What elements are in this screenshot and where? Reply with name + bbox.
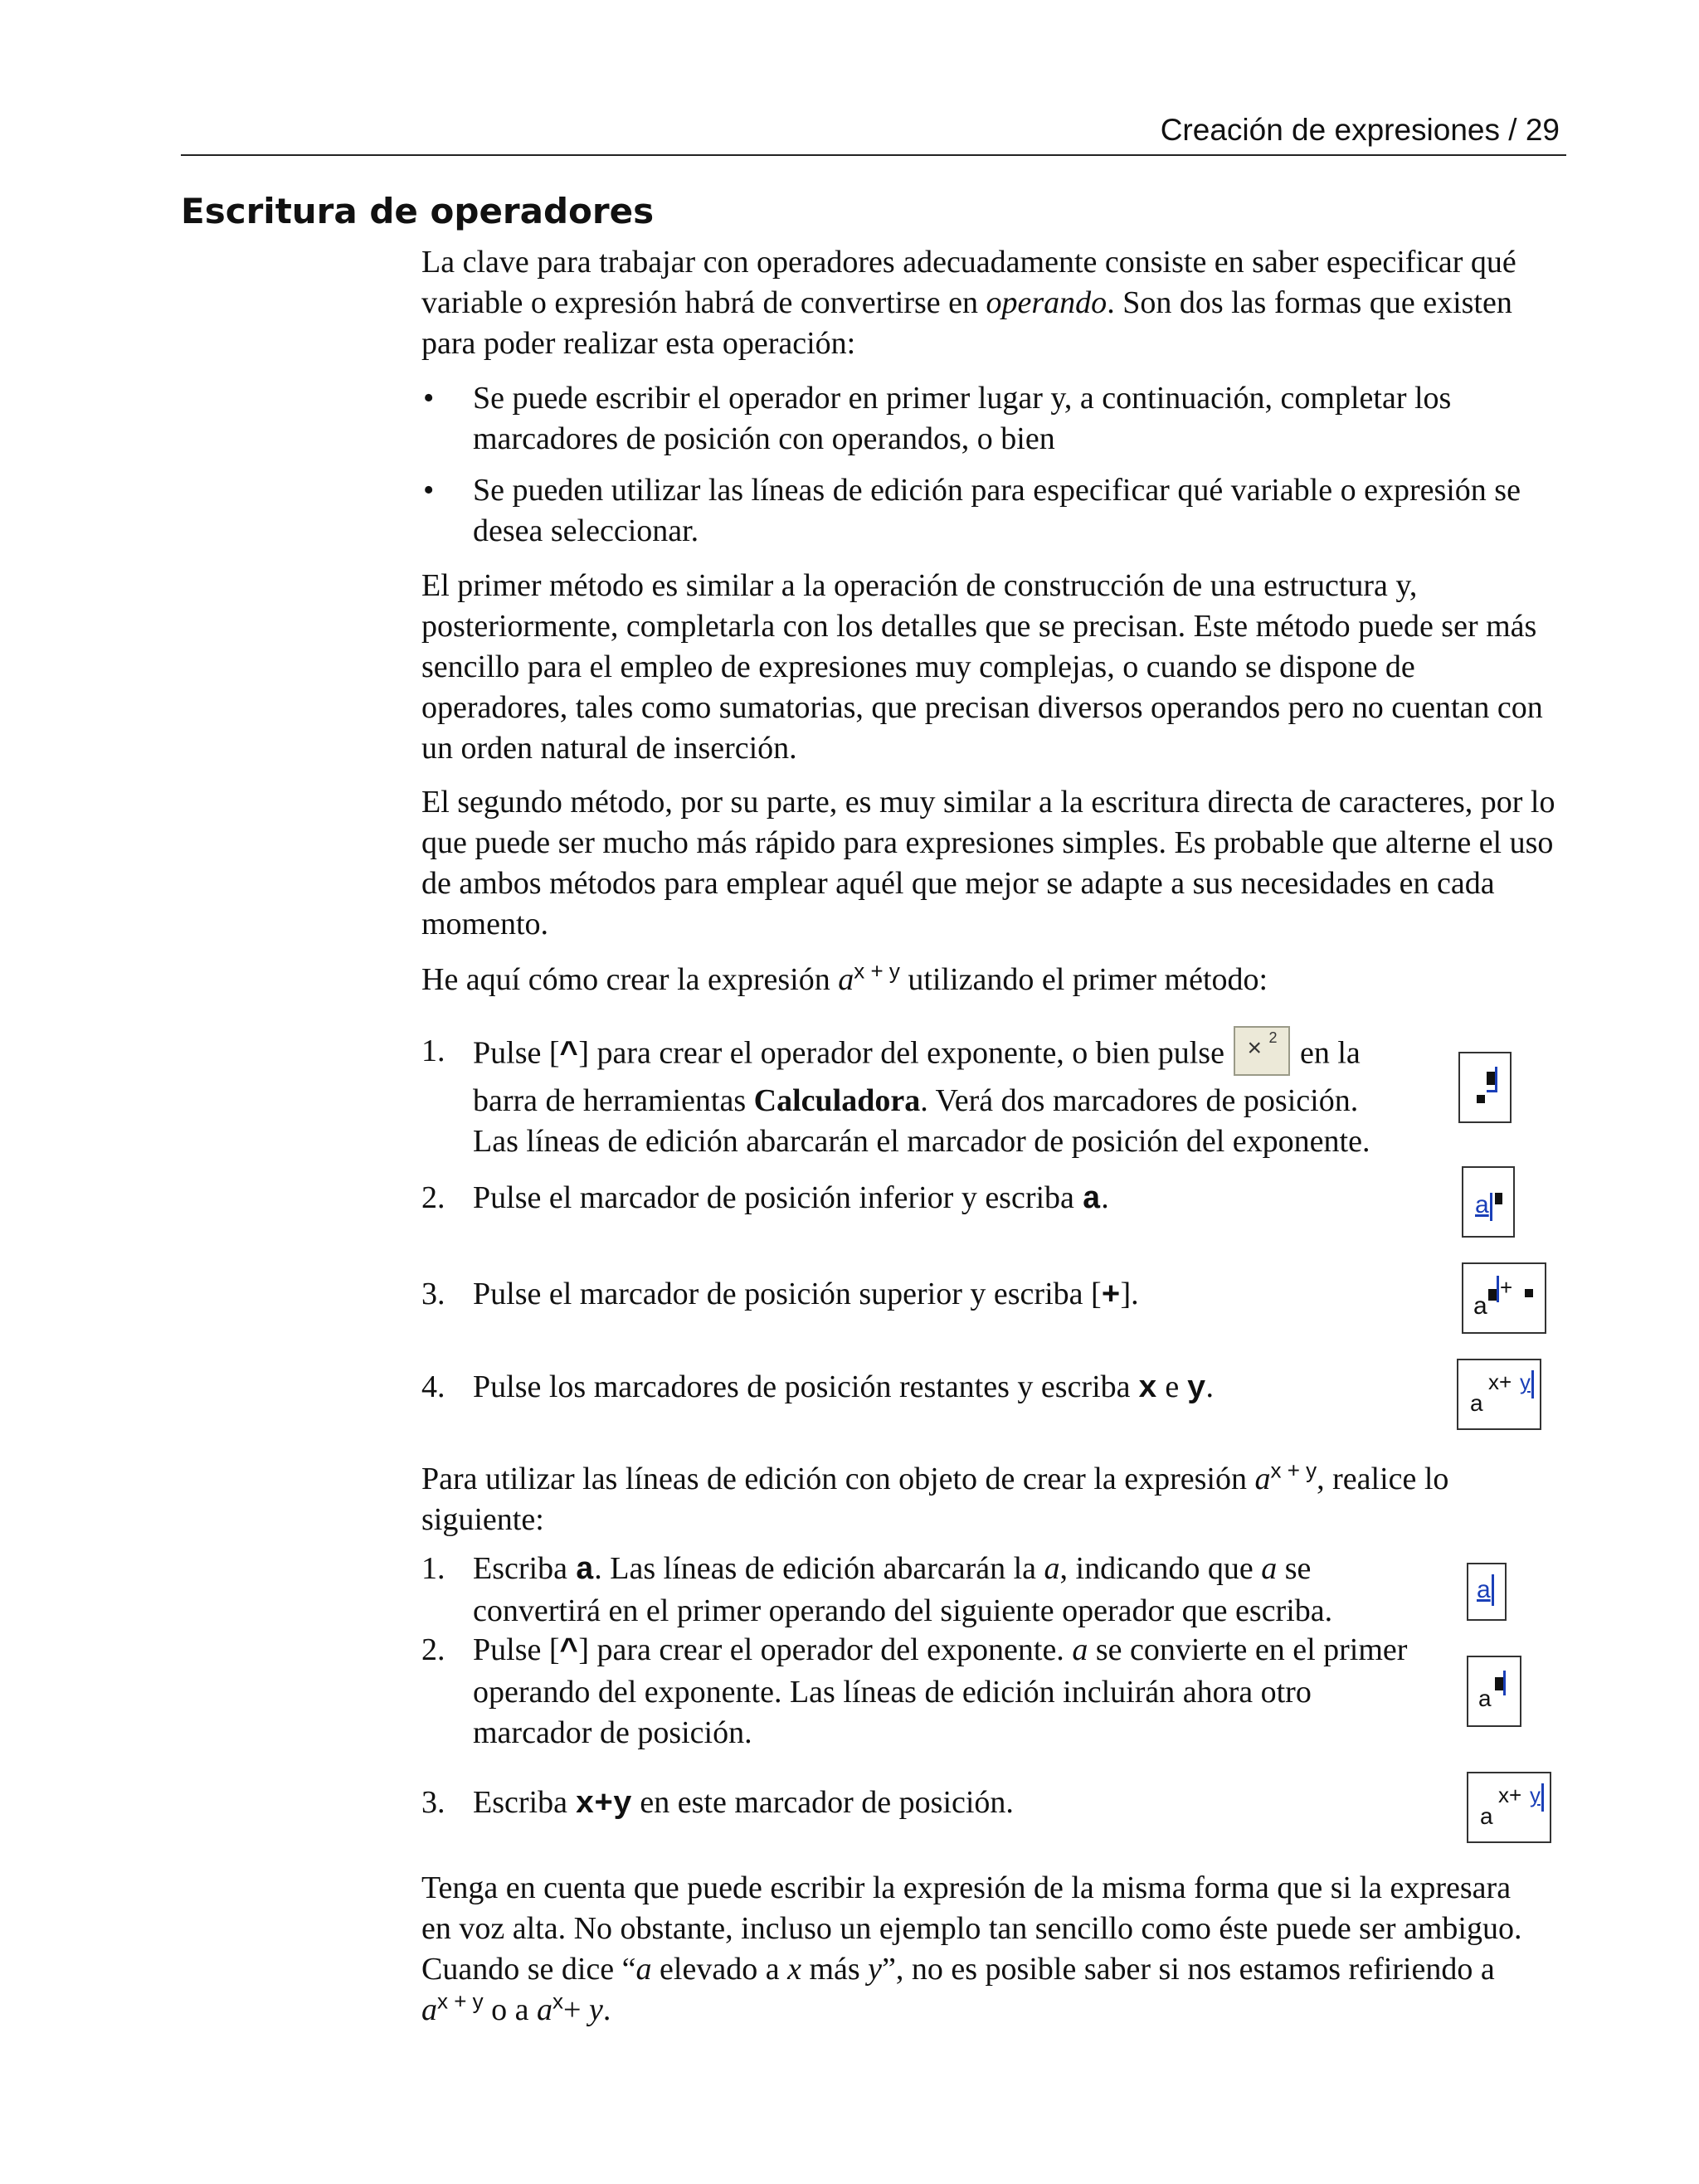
exponent-placeholders-icon [1458,1052,1512,1123]
superscript-x2-icon[interactable]: × 2 [1234,1026,1290,1076]
howto2-paragraph: Para utilizar las líneas de edición con objeto de crear la expresión $a^{x + y}$, realice lo siguiente: [421,1457,1449,1537]
a-x-plus-y-final-icon: a x+ y [1467,1772,1551,1843]
section-title: Escritura de operadores [181,191,655,231]
howto1-paragraph: He aquí cómo crear la expresión $a^{x + y}$ utilizando el primer método: [421,958,1268,997]
method1-paragraph: El primer método es similar a la operación de construcción de una estructura y, posteriormente, completarla con los detalles que se precisan. Este método puede ser más sencillo para el empleo de expresiones muy complejas, o cuando se dispone de operadores, tales como sumatorias, que precisan diversos operandos pero no cuentan con un orden natural de inserción. [421,568,1543,766]
closing-paragraph: Tenga en cuenta que puede escribir la expresión de la misma forma que si la expresara en voz alta. No obstante, incluso un ejemplo tan sencillo como éste puede ser ambiguo. Cuando se dice “a elevado a x más y”, no es posible saber si nos estamos refiriendo a $a^{x + y}$ o a $a^x+ y$. [421,1870,1522,2027]
intro-paragraph: La clave para trabajar con operadores adecuadamente consiste en saber especificar qué variable o expresión habrá de convertirse en operando. Son dos las formas que existen para poder realizar esta operación: [421,245,1516,361]
a-placeholder-icon: a [1462,1166,1515,1238]
a-plus-placeholders-icon: a + [1462,1262,1546,1334]
a-selected-icon: a [1467,1563,1507,1621]
a-exponent-placeholder-icon: a [1467,1656,1521,1727]
page-header [181,113,1566,156]
a-x-plus-y-icon: a x+ y [1457,1359,1541,1430]
method2-paragraph: El segundo método, por su parte, es muy similar a la escritura directa de caracteres, por lo que puede ser mucho más rápido para expresiones simples. Es probable que alterne el uso de ambos métodos para emplear aquél que mejor se adapte a sus necesidades en cada momento. [421,785,1555,941]
header-text: Creación de expresiones / 29 [1160,113,1560,147]
